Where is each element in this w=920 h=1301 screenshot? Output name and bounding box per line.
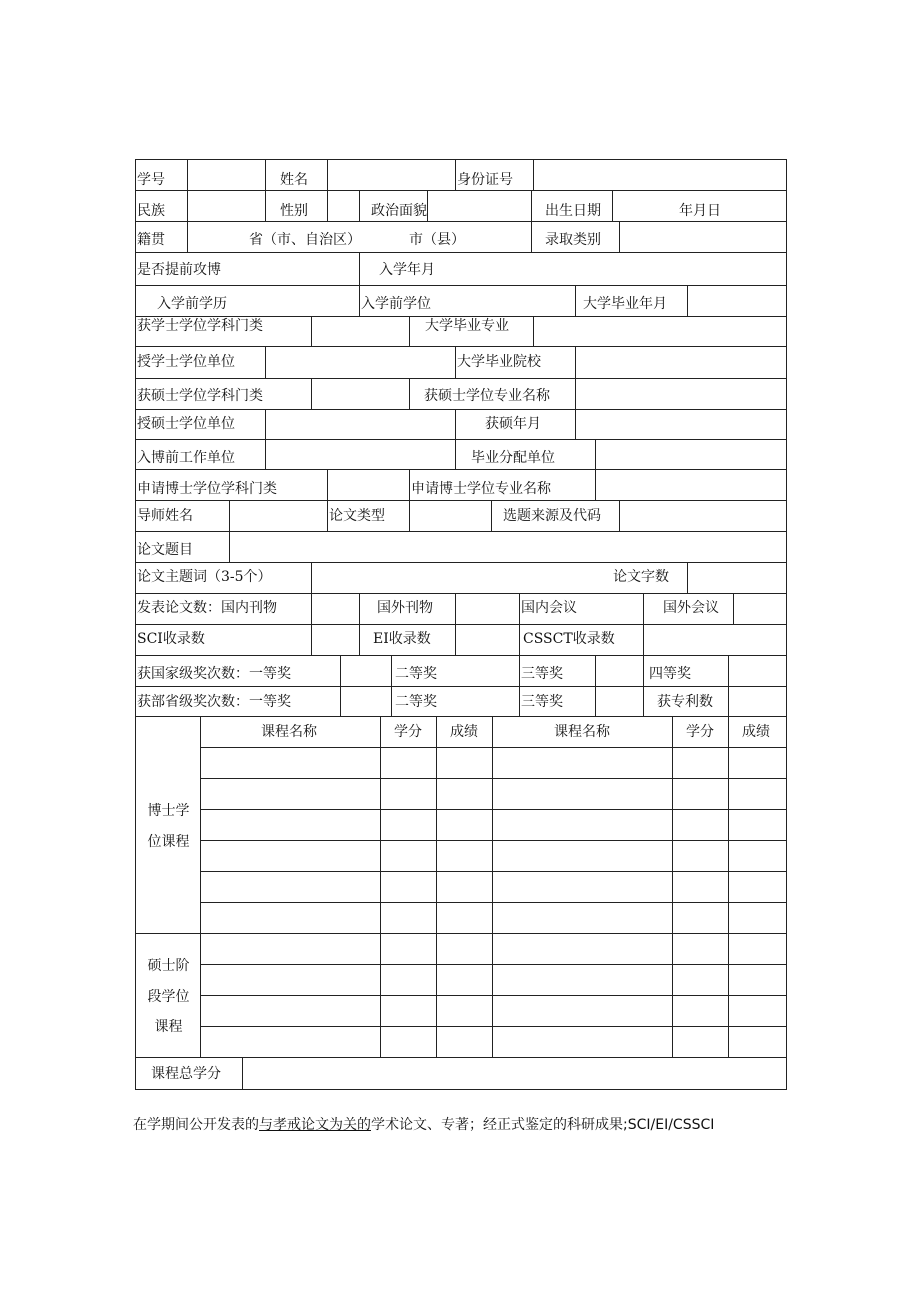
label-gender: 性别	[280, 203, 308, 219]
master-courses-label-line1: 硕士阶	[147, 958, 190, 974]
id-number-field[interactable]	[534, 160, 786, 190]
label-province: 省（市、自治区）	[249, 232, 361, 248]
footer-note-prefix: 在学期间公开发表的	[133, 1117, 259, 1133]
label-national-second: 二等奖	[395, 666, 437, 682]
thesis-title-field[interactable]	[230, 532, 786, 562]
header-grade-1: 成绩	[450, 724, 478, 740]
label-domestic-conf: 国内会议	[521, 600, 577, 616]
label-bachelor-grantor: 授学士学位单位	[137, 354, 235, 370]
label-pre-phd-employer: 入博前工作单位	[137, 450, 235, 466]
label-sci: SCI收录数	[137, 631, 205, 647]
footer-note	[133, 1114, 714, 1134]
label-provincial-awards: 获部省级奖次数：一等奖	[137, 694, 291, 710]
label-total-credits: 课程总学分	[151, 1066, 221, 1082]
master-courses-label-line3: 课程	[154, 1019, 183, 1035]
header-course-name-2: 课程名称	[554, 724, 610, 740]
label-student-id: 学号	[137, 172, 165, 188]
graduate-registration-form	[135, 159, 787, 1090]
label-national-awards: 获国家级奖次数：一等奖	[137, 666, 291, 682]
label-political-status: 政治面貌	[371, 203, 427, 219]
label-undergrad-major: 大学毕业专业	[425, 318, 509, 334]
label-thesis-type: 论文类型	[329, 508, 385, 524]
label-ethnicity: 民族	[137, 203, 165, 219]
footer-note-suffix: 学术论文、专著；经正式鉴定的科研成果;SCI/EI/CSSCI	[371, 1117, 715, 1133]
label-birth-date: 出生日期	[545, 203, 601, 219]
label-phd-field: 申请博士学位学科门类	[137, 481, 277, 497]
label-keywords: 论文主题词（3-5个）	[137, 569, 272, 585]
footer-note-underlined: 与孝戒论文为关的	[259, 1117, 371, 1133]
label-prior-education: 入学前学历	[157, 296, 227, 312]
label-provincial-third: 三等奖	[521, 694, 563, 710]
label-early-phd: 是否提前攻博	[137, 262, 221, 278]
label-prior-degree: 入学前学位	[361, 296, 431, 312]
label-city: 市（县）	[409, 232, 465, 248]
label-assigned-employer: 毕业分配单位	[471, 450, 555, 466]
label-thesis-title: 论文题目	[137, 542, 193, 558]
master-courses-label-line2: 段学位	[147, 989, 190, 1005]
label-master-field: 获硕士学位学科门类	[137, 388, 263, 404]
student-id-field[interactable]	[188, 160, 265, 190]
label-national-third: 三等奖	[521, 666, 563, 682]
label-foreign-conf: 国外会议	[663, 600, 719, 616]
label-name: 姓名	[280, 172, 308, 188]
label-national-fourth: 四等奖	[649, 666, 691, 682]
label-bachelor-field: 获学士学位学科门类	[137, 318, 263, 334]
label-master-major: 获硕士学位专业名称	[424, 388, 550, 404]
phd-courses-label-line1: 博士学	[147, 803, 190, 819]
label-foreign-journals: 国外刊物	[377, 600, 433, 616]
label-native-place: 籍贯	[137, 232, 165, 248]
label-papers-domestic-journals: 发表论文数：国内刊物	[137, 600, 277, 616]
label-master-date: 获硕年月	[485, 416, 541, 432]
label-admission-type: 录取类别	[545, 232, 601, 248]
label-advisor: 导师姓名	[137, 508, 193, 524]
name-field[interactable]	[328, 160, 455, 190]
header-course-name-1: 课程名称	[261, 724, 317, 740]
label-ei: EI收录数	[373, 631, 431, 647]
header-grade-2: 成绩	[742, 724, 770, 740]
label-provincial-second: 二等奖	[395, 694, 437, 710]
header-credit-1: 学分	[394, 724, 422, 740]
total-credits-field[interactable]	[243, 1058, 786, 1089]
label-undergrad-school: 大学毕业院校	[457, 354, 541, 370]
label-word-count: 论文字数	[613, 569, 669, 585]
label-master-grantor: 授硕士学位单位	[137, 416, 235, 432]
birth-date-field[interactable]: 年月日	[679, 203, 721, 219]
header-credit-2: 学分	[686, 724, 714, 740]
label-patents: 获专利数	[657, 694, 713, 710]
label-id-number: 身份证号	[457, 172, 513, 188]
label-grad-date: 大学毕业年月	[583, 296, 667, 312]
label-enroll-date: 入学年月	[379, 262, 435, 278]
label-phd-major: 申请博士学位专业名称	[411, 481, 551, 497]
phd-courses-label-line2: 位课程	[147, 834, 190, 850]
label-topic-source: 选题来源及代码	[503, 508, 601, 524]
label-cssci: CSSCT收录数	[523, 631, 615, 647]
